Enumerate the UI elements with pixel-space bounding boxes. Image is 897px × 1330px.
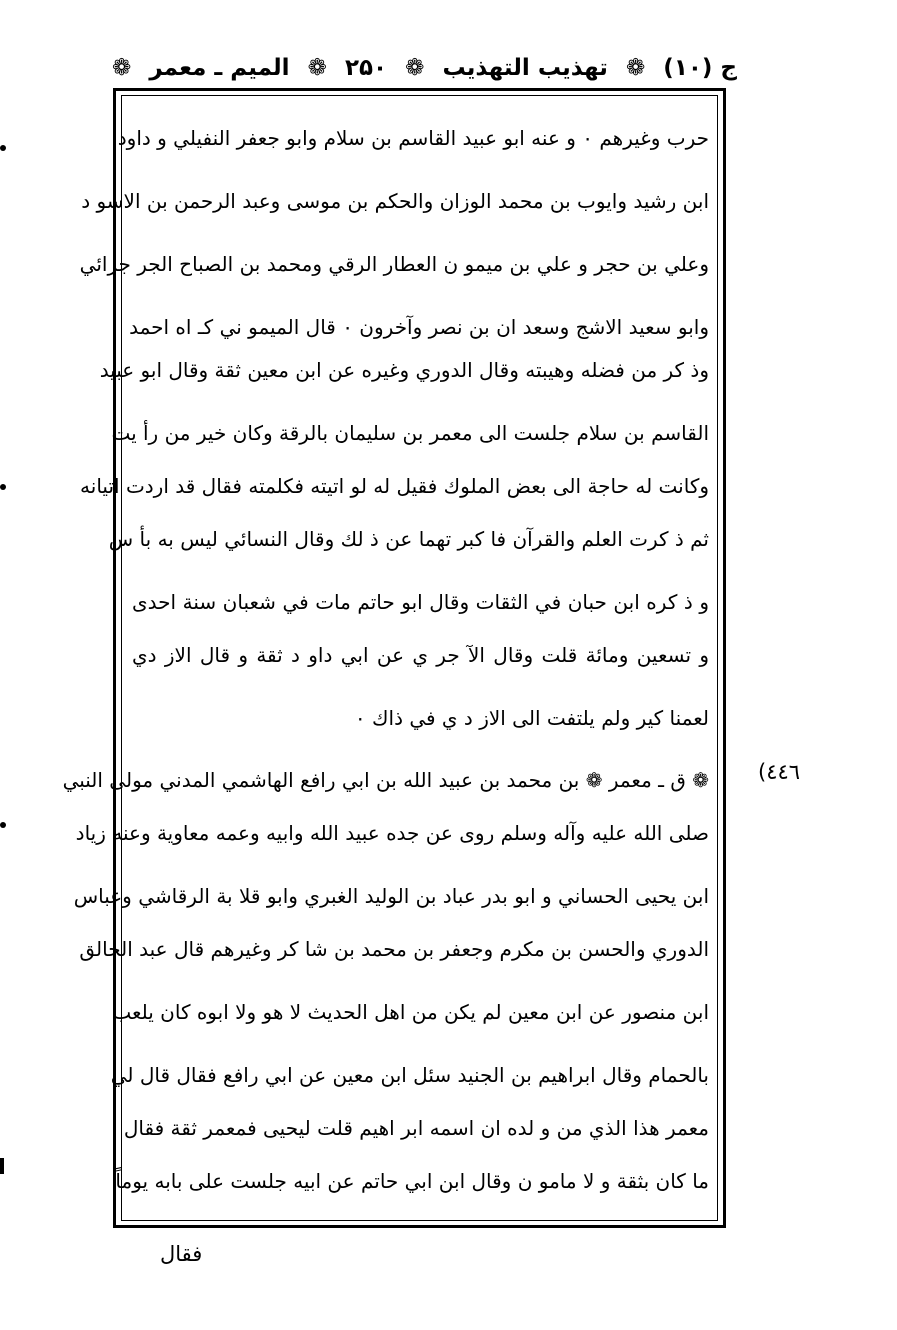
entry-heading-line: ❁ ق ـ معمر ❁ بن محمد بن عبيد الله بن ابي رافع الهاشمي المدني مولى النبي — [62, 768, 709, 792]
text-line: لعمنا كير ولم يلتفت الى الاز د ي في ذاك ٠ — [354, 706, 709, 730]
catchword: فقال — [160, 1242, 203, 1266]
text-line: ثم ذ كرت العلم والقرآن فا كبر تهما عن ذ لك وقال النسائي ليس به بأ س — [108, 527, 709, 551]
text-line: و ذ كره ابن حبان في الثقات وقال ابو حاتم مات في شعبان سنة احدى — [132, 590, 709, 614]
text-line: ابن منصور عن ابن معين لم يكن من اهل الحديث لا هو ولا ابوه كان يلعب — [112, 1000, 709, 1024]
ornament-icon: ❁ — [625, 55, 646, 81]
margin-dot — [0, 145, 6, 151]
page-header — [112, 46, 737, 90]
margin-dot — [0, 822, 6, 828]
text-line: ما كان بثقة و لا مامو ن وقال ابن ابي حاتم عن ابيه جلست على بابه يوماً — [115, 1169, 709, 1193]
volume-label: ج (۱۰) — [663, 55, 737, 81]
ornament-icon: ❁ — [405, 55, 425, 81]
margin-dot — [0, 484, 6, 490]
text-line: حرب وغيرهم ٠ و عنه ابو عبيد القاسم بن سلام وابو جعفر النفيلي و داود — [117, 126, 709, 150]
margin-mark — [0, 1158, 4, 1174]
text-line: و تسعين ومائة قلت وقال الآ جر ي عن ابي داو د ثقة و قال الاز دي — [132, 643, 709, 667]
text-line: بالحمام وقال ابراهيم بن الجنيد سئل ابن معين عن ابي رافع فقال قال لي — [110, 1063, 709, 1087]
text-line: وعلي بن حجر و علي بن ميمو ن العطار الرقي ومحمد بن الصباح الجر جرائي — [79, 252, 709, 276]
text-line: الدوري والحسن بن مكرم وجعفر بن محمد بن شا كر وغيرهم قال عبد الخالق — [79, 937, 709, 961]
text-line: وكانت له حاجة الى بعض الملوك فقيل له لو اتيته فكلمته فقال قد اردت اتيانه — [80, 474, 709, 498]
section-title: الميم ـ معمر — [149, 55, 290, 81]
text-line: ابن يحيى الحساني و ابو بدر عباد بن الوليد الغبري وابو قلا بة الرقاشي وعباس — [73, 884, 709, 908]
text-line: وذ كر من فضله وهيبته وقال الدوري وغيره عن ابن معين ثقة وقال ابو عبيد — [99, 358, 709, 382]
book-title: تهذيب التهذيب — [442, 55, 608, 81]
text-line: صلى الله عليه وآله وسلم روى عن جده عبيد الله وابيه وعمه معاوية وعنه زياد — [75, 821, 709, 845]
text-line: القاسم بن سلام جلست الى معمر بن سليمان بالرقة وكان خير من رأ يت — [111, 421, 709, 445]
entry-number: ٤٤٦) — [758, 760, 801, 784]
ornament-icon: ❁ — [307, 55, 327, 81]
text-line: معمر هذا الذي من و لده ان اسمه ابر اهيم قلت ليحيى فمعمر ثقة فقال — [123, 1116, 709, 1140]
text-line: وابو سعيد الاشج وسعد ان بن نصر وآخرون ٠ قال الميمو ني كـ اه احمد — [129, 315, 709, 339]
page-number: ۲۵۰ — [344, 55, 388, 81]
ornament-icon: ❁ — [112, 55, 132, 81]
text-line: ابن رشيد وايوب بن محمد الوزان والحكم بن موسى وعبد الرحمن بن الاسو د — [81, 189, 709, 213]
